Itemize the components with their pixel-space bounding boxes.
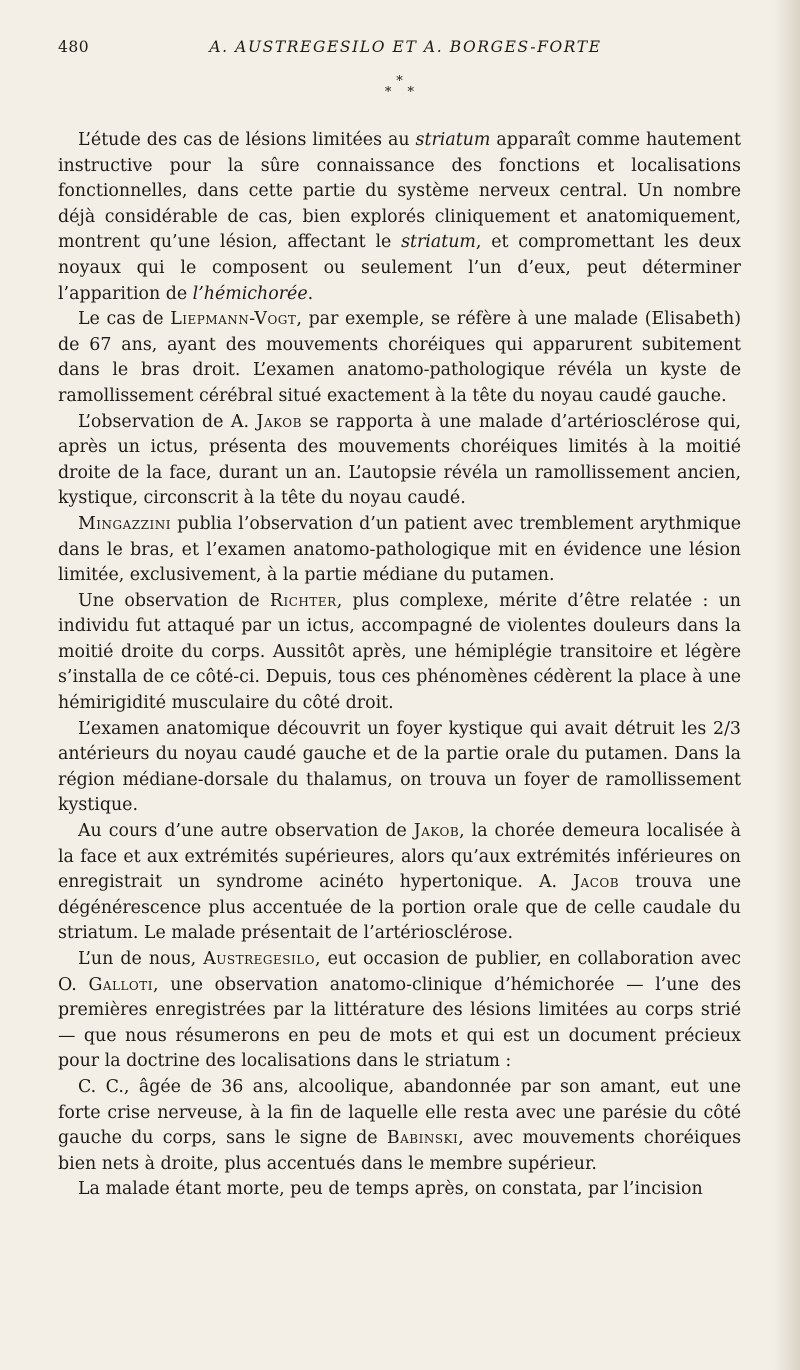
author-name: Galloti xyxy=(88,974,154,995)
author-name: Richter xyxy=(269,590,337,611)
paragraph xyxy=(58,1177,741,1203)
text-run: La malade étant morte, peu de temps après, on constata, par l’incision xyxy=(78,1179,703,1200)
paragraph xyxy=(58,717,741,819)
text-run: L’examen anatomique découvrit un foyer kystique qui avait détruit les 2/3 antérieurs du noyau caudé gauche et de la partie orale du putamen. Dans la région médiane-dorsale du thalamus, on trouva un foyer de ramollissement kystique. xyxy=(58,718,741,816)
paragraph xyxy=(58,819,741,947)
text-run: , la chorée demeura localisée à la face et aux extrémités supérieures, alors qu’aux extrémités inférieures on enregistrait un syndrome acinéto hypertonique. A. xyxy=(58,821,741,893)
text-run: . xyxy=(307,283,314,304)
body-text xyxy=(58,128,741,1203)
paragraph xyxy=(58,947,741,1075)
text-run: C. C., âgée de 36 ans, alcoolique, abandonnée par son amant, eut une forte crise nerveuse, à la fin de laquelle elle resta avec une parésie du côté gauche du corps, sans le signe de xyxy=(58,1076,741,1149)
text-run: L’un de nous, xyxy=(78,949,204,969)
paragraph xyxy=(58,410,741,512)
text-run: se rapporta à une malade d’artériosclérose qui, après un ictus, présenta des mouvements choréiques limités à la moitié droite de la face, durant un an. L’autopsie révéla un ramollissement ancien, kystique, circonscrit à la tête du noyau caudé. xyxy=(58,411,741,509)
text-run: L’étude des cas de lésions limitées au xyxy=(78,130,416,150)
asterism-top: * xyxy=(396,74,403,89)
text-run: Le cas de xyxy=(78,309,171,330)
italic-term: striatum xyxy=(415,130,491,150)
text-run: , plus complexe, mérite d’être relatée : un individu fut attaqué par un ictus, accompagné de violentes douleurs dans la moitié droite du corps. Aussitôt après, une hémiplégie transitoire et légère s’installa de ce côté-ci. Depuis, tous ces phénomènes cédèrent la place à une hémirigidité musculaire du côté droit. xyxy=(58,590,742,714)
text-run: , avec mouvements choréiques bien nets à droite, plus accentués dans le membre supérieur. xyxy=(58,1128,741,1174)
italic-term: striatum xyxy=(401,232,476,253)
author-name: Jakob xyxy=(256,411,302,432)
paragraph xyxy=(58,589,741,717)
text-run: trouva une dégénérescence plus accentuée de la portion orale que de celle caudale du striatum. Le malade présentait de l’artériosclérose. xyxy=(58,872,741,944)
author-name: Jakob xyxy=(413,821,460,842)
author-name: Jacob xyxy=(573,872,620,893)
author-name: Austregesilo xyxy=(203,949,316,969)
text-run: apparaît comme hautement instructive pour la sûre connaissance des fonctions et localisations fonctionnelles, dans cette partie du système nerveux central. Un nombre déjà considérable de cas, bien explorés cliniquement et anatomiquement, montrent qu’une lésion, affectant le xyxy=(58,130,741,253)
page-edge-shadow xyxy=(774,0,800,1370)
asterism-ornament xyxy=(58,76,741,106)
author-name: Liepmann-Vogt xyxy=(170,309,297,330)
page xyxy=(58,38,741,1203)
text-run: Une observation de xyxy=(78,590,270,611)
italic-term: l’hémichorée xyxy=(192,283,308,304)
text-run: , et compromettant les deux noyaux qui le composent ou seulement l’un d’eux, peut déterminer l’apparition de xyxy=(58,232,741,304)
running-header xyxy=(58,38,741,74)
text-run: , par exemple, se réfère à une malade (Elisabeth) de 67 ans, ayant des mouvements choréiques qui apparurent subitement dans le bras droit. L’examen anatomo-pathologique révéla un kyste de ramollissement cérébral situé exactement à la tête du noyau caudé gauche. xyxy=(58,309,741,406)
paragraph xyxy=(58,128,741,307)
paragraph xyxy=(58,1075,741,1177)
running-title: A. AUSTREGESILO ET A. BORGES-FORTE xyxy=(209,38,602,56)
text-run: , une observation anatomo-clinique d’hémichorée — l’une des premières enregistrées par la littérature des lésions limitées au corps strié — que nous résumerons en peu de mots et qui est un document précieux pour la doctrine des localisations dans le striatum : xyxy=(58,974,741,1072)
page-number: 480 xyxy=(58,38,90,56)
text-run: L’observation de A. xyxy=(78,411,257,432)
asterism-bottom: * * xyxy=(384,85,421,100)
text-run: Au cours d’une autre observation de xyxy=(78,821,414,842)
author-name: Mingazzini xyxy=(78,513,171,534)
text-run: publia l’observation d’un patient avec tremblement arythmique dans le bras, et l’examen anatomo-pathologique mit en évidence une lésion limitée, exclusivement, à la partie médiane du putamen. xyxy=(58,513,741,586)
text-run: , eut occasion de publier, en collaboration avec O. xyxy=(58,949,741,995)
paragraph xyxy=(58,307,741,409)
paragraph xyxy=(58,512,741,589)
author-name: Babinski xyxy=(386,1128,459,1149)
